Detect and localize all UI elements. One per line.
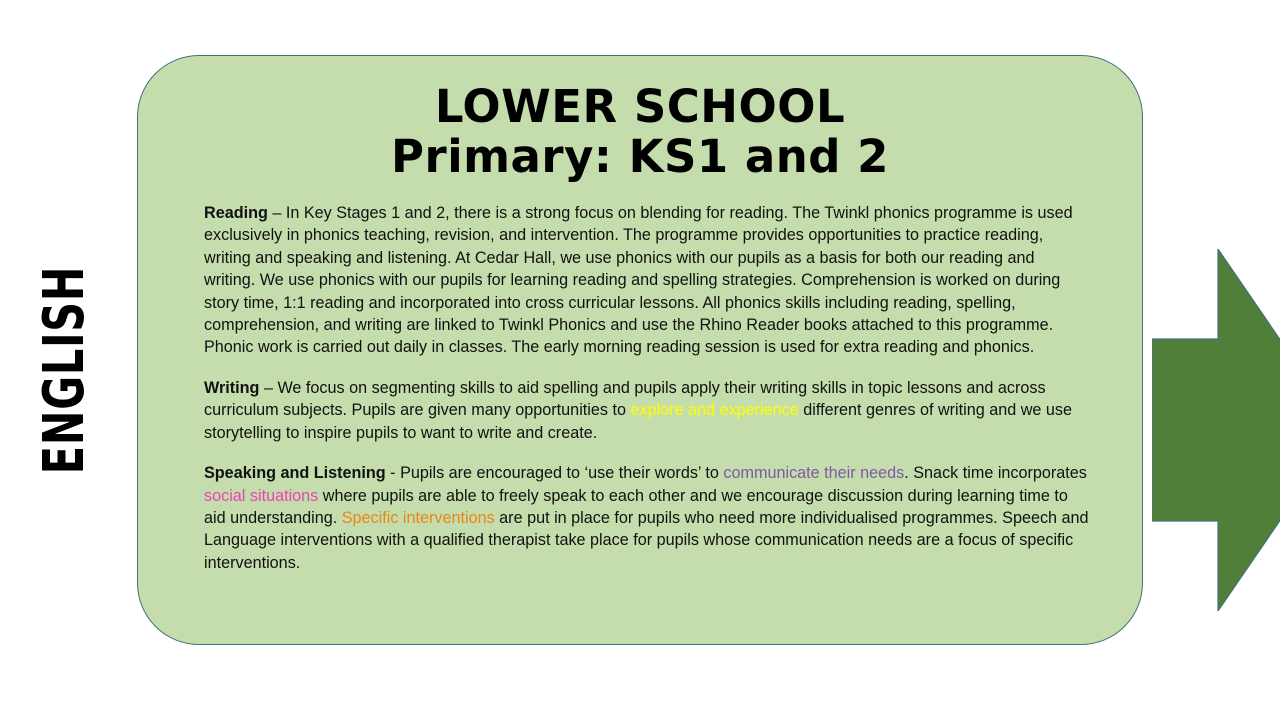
section-speaking-listening [204, 462, 1090, 574]
right-arrow-shape [1152, 249, 1280, 611]
section-speaking-listening-text-part-1: - Pupils are encouraged to ‘use their words’ to [385, 464, 724, 483]
page-title-line-1: LOWER SCHOOL [434, 80, 846, 133]
panel-body [138, 180, 1142, 575]
subject-label [0, 150, 130, 590]
right-arrow-polygon [1152, 249, 1280, 611]
section-writing [204, 377, 1090, 444]
section-reading-text: – In Key Stages 1 and 2, there is a strong focus on blending for reading. The Twinkl phonics programme is used exclusively in phonics teaching, revision, and intervention. The programme provides opportunities to practice reading, writing and speaking and listening. At Cedar Hall, we use phonics with our pupils as a basis for both our reading and writing. We use phonics with our pupils for learning reading and spelling strategies. Comprehension is worked on during story time, 1:1 reading and incorporated into cross curricular lessons. All phonics skills including reading, spelling, comprehension, and writing are linked to Twinkl Phonics and use the Rhino Reader books attached to this programme. Phonic work is carried out daily in classes. The early morning reading session is used for extra reading and phonics. [204, 203, 1073, 357]
page-title [138, 56, 1142, 183]
section-speaking-listening-highlight-interventions: Specific interventions [341, 509, 495, 528]
section-writing-text-part-2: different genres of writing and we use storytelling to inspire pupils to want to write and create. [204, 401, 1073, 442]
section-reading-heading: Reading [204, 203, 268, 222]
section-speaking-listening-highlight-communicate: communicate their needs [723, 464, 905, 483]
section-speaking-listening-text-part-2: . Snack time incorporates [904, 464, 1087, 483]
section-writing-heading: Writing [204, 378, 260, 397]
section-writing-highlight-explore: explore and experience [630, 401, 799, 420]
page-title-line-2: Primary: KS1 and 2 [391, 129, 889, 183]
subject-label-text: ENGLISH [32, 265, 97, 475]
right-arrow-icon [1152, 249, 1280, 611]
section-speaking-listening-text-part-3: where pupils are able to freely speak to each other and we encourage discussion during learning time to aid understanding. [204, 486, 1068, 528]
section-speaking-listening-heading: Speaking and Listening [204, 464, 386, 483]
content-panel [137, 55, 1143, 645]
section-speaking-listening-text-part-4: are put in place for pupils who need more individualised programmes. Speech and Language interventions with a qualified therapist take place for pupils whose communication needs are a focus of specific interventions. [204, 509, 1089, 572]
section-writing-text-part-1: – We focus on segmenting skills to aid spelling and pupils apply their writing skills in topic lessons and across curriculum subjects. Pupils are given many opportunities to [204, 378, 1046, 420]
section-speaking-listening-highlight-social: social situations [204, 486, 319, 505]
section-reading [204, 202, 1090, 359]
